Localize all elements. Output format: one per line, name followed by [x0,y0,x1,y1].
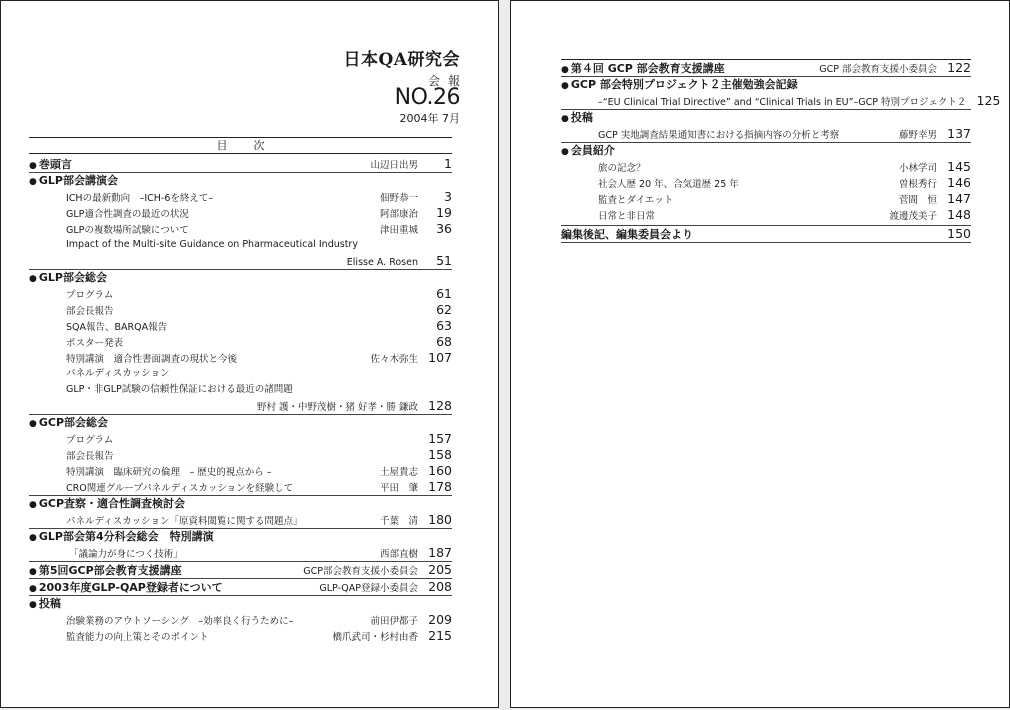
toc-title [29,529,426,546]
toc-title-text: GLP適合性調査の最近の状況 [66,209,189,220]
toc-page-number: 63 [436,318,452,333]
toc-title-text: 社会人歴 20 年、合気道歴 25 年 [598,179,739,190]
toc-entry [29,334,452,350]
toc-title [66,630,332,646]
toc-author: 藤野幸男 [898,130,937,141]
bullet-icon: ● [29,600,37,610]
toc-entry [561,126,971,142]
toc-title-text: GLPの複数場所試験について [66,225,189,236]
toc-section [29,561,452,578]
toc-title [66,481,380,497]
toc-entry [561,175,971,191]
toc-title [29,496,426,513]
toc-title-text: 投稿 [38,597,61,610]
toc-title [66,336,426,352]
toc-page-number: 61 [436,286,452,301]
toc-author: 小林学司 [898,163,937,174]
toc-author: 佃野恭一 [379,193,418,204]
toc-author: Elisse A. Rosen [346,257,418,268]
toc-title [66,191,380,207]
toc-title-text: 監査能力の向上策とそのポイント [66,632,209,643]
toc-author: GLP-QAP登録小委員会 [319,583,418,594]
toc-title [66,433,426,449]
toc-title [29,580,319,597]
toc-page-number: 157 [428,431,452,446]
toc-title-text: 特別講演 適合性書面調査の現状と今後 [66,354,238,365]
toc-author: 佐々木弥生 [370,354,418,365]
toc-title [66,320,426,336]
toc-section [29,595,452,612]
toc-title-text: –“EU Clinical Trial Directive” and “Clinical Trials in EU”– [598,97,859,108]
toc-title [66,237,426,253]
bullet-icon: ● [561,147,569,157]
toc-title-text: 日常と非日常 [598,211,656,222]
toc-page-number: 178 [428,479,452,494]
issue-date: 2004年 7月 [399,112,460,125]
toc-entry [29,189,452,205]
toc-title [66,304,426,320]
toc-title [29,157,370,174]
toc-entry [29,512,452,528]
toc-page-number: 128 [428,398,452,413]
toc-entry [29,612,452,628]
toc-list [561,59,1001,243]
toc-author: 渡邊茂美子 [889,211,937,222]
toc-author: 阿部康治 [379,209,418,220]
toc-section [561,109,971,126]
toc-title-text: 第5回GCP部会教育支援講座 [38,564,182,577]
toc-title-text: 2003年度GLP-QAP登録者について [38,581,223,594]
right-page [510,0,1010,708]
toc-title [561,61,819,78]
toc-title-text: GLP部会第4分科会総会 特別講演 [38,530,214,543]
bullet-icon: ● [561,81,569,91]
toc-entry [561,159,971,175]
toc-page-number: 145 [947,159,971,174]
toc-page-number: 3 [444,189,452,204]
toc-title [66,449,426,465]
toc-title [561,77,945,94]
toc-title [598,128,899,144]
toc-entry [29,350,452,366]
toc-entry [29,479,452,495]
toc-title-text: 特別講演 臨床研究の倫理 – 歴史的視点から – [66,467,272,478]
bullet-icon: ● [29,500,37,510]
toc-entry [561,207,971,223]
toc-title-text: GCP 部会特別プロジェクト２主催勉強会記録 [570,78,798,91]
toc-title-text: Impact of the Multi-site Guidance on Pharmaceutical Industry [66,239,358,250]
toc-section [561,60,971,76]
toc-entry [29,302,452,318]
bullet-icon: ● [29,533,37,543]
toc-section [29,414,452,431]
toc-author: 平田 肇 [379,483,418,494]
toc-section [561,225,971,243]
issue-number: NO.26 [394,85,460,110]
toc-page-number: 62 [436,302,452,317]
toc-section [29,495,452,512]
table-of-contents-continued [561,59,1001,243]
bullet-icon: ● [29,567,37,577]
toc-section [561,142,971,159]
bullet-icon: ● [29,419,37,429]
toc-title [29,270,426,287]
toc-page-number: 125 [976,93,1001,108]
toc-title-text: 会員紹介 [570,144,615,157]
toc-title-text: 巻頭言 [38,158,72,171]
toc-page-number: 148 [947,207,971,222]
bullet-icon: ● [29,274,37,284]
toc-title-text: ポスター発表 [66,338,124,349]
toc-section [29,269,452,286]
toc-author: 野村 護・中野茂樹・猪 好孝・勝 鎌政 [256,402,418,413]
toc-title [29,596,426,613]
toc-title [66,382,426,398]
toc-title-text: 旅の記念？ [598,163,646,174]
toc-entry [29,237,452,253]
toc-title-text: GCP部会総会 [38,416,109,429]
toc-entry [29,382,452,398]
toc-entry [29,366,452,382]
toc-entry [29,205,452,221]
toc-section [561,76,971,93]
toc-title-text: GCP査察・適合性調査検討会 [38,497,186,510]
toc-title-text: パネルディスカッション [66,368,170,379]
organization-title: 日本QA研究会 [343,50,460,70]
toc-title-text: 編集後記、編集委員会より [561,228,693,241]
toc-author: 山辺日出男 [370,160,418,171]
toc-title [598,209,889,225]
toc-entry [29,253,452,269]
toc-entry [29,286,452,302]
toc-entry [29,221,452,237]
table-of-contents [29,137,452,644]
toc-title [66,465,380,481]
toc-author: 津田重城 [379,225,418,236]
toc-title-text: 第４回 GCP 部会教育支援講座 [570,62,725,75]
toc-title-text: 部会長報告 [66,451,114,462]
toc-title [66,288,426,304]
toc-page-number: 68 [436,334,452,349]
toc-title [598,193,899,209]
toc-page-number: 19 [436,205,452,220]
toc-page-number: 215 [428,628,452,643]
toc-page-number: 209 [428,612,452,627]
toc-author: GCP 特別プロジェクト２ [858,97,967,108]
toc-title [66,614,370,630]
toc-entry [29,447,452,463]
toc-title [561,143,945,160]
toc-title-text: SQA報告、BARQA報告 [66,322,168,333]
toc-author: 前田伊都子 [370,616,418,627]
toc-page-number: 51 [436,253,452,268]
toc-entry [29,628,452,644]
toc-title [598,161,899,177]
toc-title [561,227,945,243]
toc-heading: 目次 [29,137,452,154]
toc-title [29,415,426,432]
toc-title [29,173,426,190]
toc-author: 橋爪武司・杉村由香 [332,632,418,643]
toc-section [29,528,452,545]
toc-title-text: GLP部会講演会 [38,174,118,187]
bullet-icon: ● [29,584,37,594]
toc-entry [29,398,452,414]
toc-title-text: GLP部会総会 [38,271,107,284]
toc-title [598,95,858,111]
toc-page-number: 107 [428,350,452,365]
toc-section [29,172,452,189]
toc-title [66,207,380,223]
toc-author: 曽根秀行 [898,179,937,190]
toc-entry [561,93,1001,109]
toc-title [66,514,380,530]
toc-title-text: プログラム [66,290,114,301]
toc-page-number: 150 [947,226,971,241]
toc-entry [29,545,452,561]
toc-title-text: 部会長報告 [66,306,114,317]
bullet-icon: ● [561,114,569,124]
toc-author: 菅間 恒 [898,195,937,206]
toc-page-number: 205 [428,562,452,577]
toc-title [598,177,899,193]
toc-entry [29,431,452,447]
toc-page-number: 122 [947,60,971,75]
toc-page-number: 146 [947,175,971,190]
toc-entry [561,191,971,207]
toc-page-number: 160 [428,463,452,478]
toc-entry [29,463,452,479]
toc-page-number: 137 [947,126,971,141]
toc-title-text: 監査とダイエット [598,195,674,206]
toc-list [29,156,452,644]
toc-title-text: 治験業務のアウトソーシング –効率良く行うために– [66,616,294,627]
bulletin-label: 会報 [427,74,468,88]
toc-author: 千葉 清 [379,516,418,527]
toc-page-number: 180 [428,512,452,527]
toc-title-text: 投稿 [570,111,593,124]
toc-author: 西部直樹 [379,549,418,560]
toc-entry [29,318,452,334]
toc-title [29,563,303,580]
toc-page-number: 147 [947,191,971,206]
toc-page-number: 187 [428,545,452,560]
toc-title-text: 「議論力が身につく技術」 [69,549,183,560]
toc-author: 土屋貴志 [379,467,418,478]
toc-section [29,578,452,595]
toc-page-number: 1 [444,156,452,171]
toc-title-text: ICHの最新動向 –ICH-6を終えて– [66,193,214,204]
toc-title-text: GLP・非GLP試験の信頼性保証における最近の諸問題 [66,384,293,395]
toc-title-text: パネルディスカッション「原資料閲覧に関する問題点」 [66,516,303,527]
toc-author: GCP部会教育支援小委員会 [303,566,418,577]
toc-title-text: GCP 実地調査結果通知書における指摘内容の分析と考察 [598,130,840,141]
toc-page-number: 158 [428,447,452,462]
toc-page-number: 208 [428,579,452,594]
toc-page-number: 36 [436,221,452,236]
toc-title [69,547,380,563]
toc-title [66,366,426,382]
bullet-icon: ● [29,161,37,171]
toc-title-text: CRO関連グループパネルディスカッションを経験して [66,483,294,494]
bullet-icon: ● [29,177,37,187]
left-page [0,0,499,708]
toc-author: GCP 部会教育支援小委員会 [819,64,937,75]
bullet-icon: ● [561,65,569,75]
toc-title-text: プログラム [66,435,114,446]
toc-section [29,156,452,172]
toc-title [561,110,945,127]
